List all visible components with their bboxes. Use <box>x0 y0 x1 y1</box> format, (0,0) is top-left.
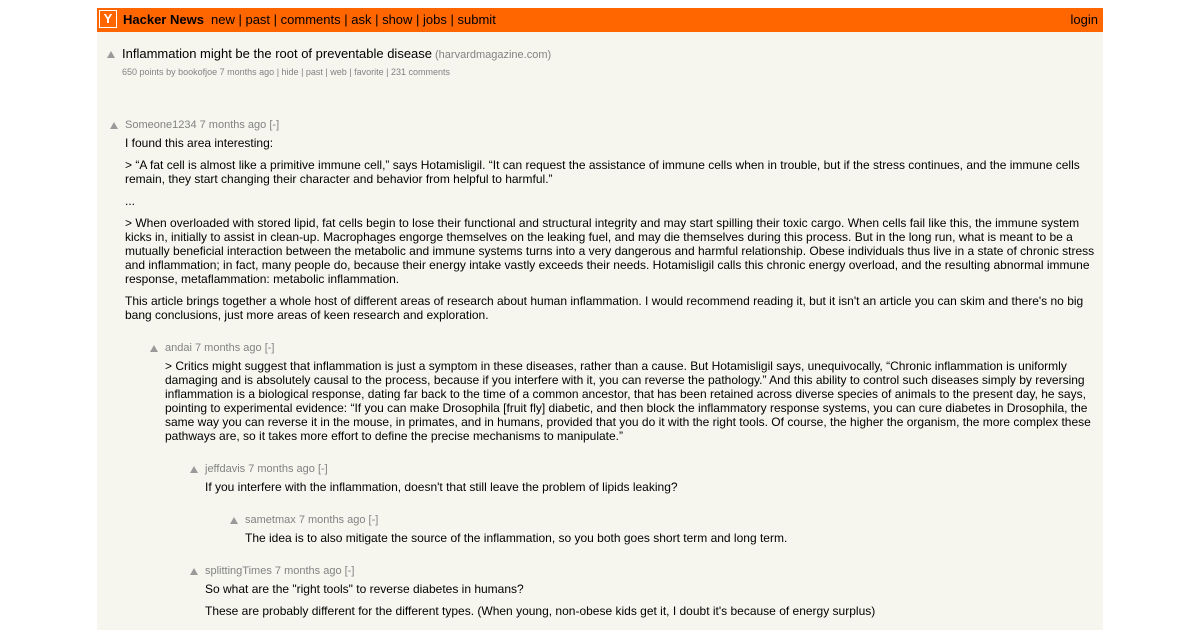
story-subtext: 650 points by bookofjoe 7 months ago | hide | past | web | favorite | 231 comments <box>122 67 451 77</box>
story-web-link[interactable]: web <box>330 67 347 77</box>
hn-page <box>97 8 1103 630</box>
comment-text <box>165 359 1097 443</box>
nav-new-link[interactable]: new <box>211 12 235 27</box>
comment-text <box>125 136 1100 322</box>
nav-separator: | <box>340 12 352 27</box>
comment-user-link[interactable]: jeffdavis <box>205 463 246 475</box>
nav-ask-link[interactable]: ask <box>351 12 372 27</box>
comment-paragraph: So what are the "right tools" to reverse diabetes in humans? <box>205 582 524 596</box>
nav-past-link[interactable]: past <box>245 12 271 27</box>
story-past-link[interactable]: past <box>305 67 323 77</box>
nav-separator: | <box>412 12 424 27</box>
story-age-link[interactable]: 7 months ago <box>219 67 275 77</box>
nav-show-link[interactable]: show <box>382 12 413 27</box>
comment-user-link[interactable]: splittingTimes <box>205 565 272 577</box>
nav-separator: | <box>270 12 281 27</box>
story-title-link[interactable]: Inflammation might be the root of preventable disease <box>122 46 433 61</box>
comment-user-link[interactable]: Someone1234 <box>125 119 197 131</box>
comment-toggle[interactable]: [-] <box>317 463 328 475</box>
story-site-link[interactable]: (harvardmagazine.com) <box>435 49 552 61</box>
story-comments-link[interactable]: 231 comments <box>390 67 451 77</box>
comment-text <box>205 480 1095 494</box>
comment-toggle[interactable]: [-] <box>269 119 280 131</box>
comment-upvote-arrow-icon[interactable] <box>230 517 238 524</box>
nav-separator: | <box>446 12 458 27</box>
comment-toggle[interactable]: [-] <box>264 342 275 354</box>
story-upvote-arrow-icon[interactable] <box>107 51 115 58</box>
comment-user-link[interactable]: andai <box>165 342 192 354</box>
story-user-link[interactable]: bookofjoe <box>178 67 218 77</box>
comment-age-link[interactable]: 7 months ago <box>248 463 315 475</box>
comment-paragraph: > Critics might suggest that inflammation is just a symptom in these diseases, rather than a cause. But Hotamisligil says, unequivocally, “Chronic inflammation is uniformly damaging and is absolutely causal to the process, because if you interfere with it, you can reverse the pathology.” And this ability to control such diseases simply by reversing inflammation is a biological response, dating far back to the time of a common ancestor, that has been retained across diverse species of animals to the present day, he says, pointing to experimental evidence: “If you can make Drosophila [fruit fly] diabetic, and then block the inflammatory response systems, you can cure diabetes in Drosophila, the same way you can reverse it in the mouse, in primates, and in humans, provided that you do it with the right tools. Of course, the higher the organism, the more complex these pathways are, so it takes more effort to define the precise mechanisms to manipulate.” <box>165 359 1091 443</box>
comment-upvote-arrow-icon[interactable] <box>190 466 198 473</box>
comment-text <box>245 531 1095 545</box>
comment-paragraph: This article brings together a whole host of different areas of research about human inflammation. I would recommend reading it, but it isn't an article you can skim and there's no big bang conclusions, just more areas of keen research and exploration. <box>125 294 1084 322</box>
comment-upvote-arrow-icon[interactable] <box>190 568 198 575</box>
comment-paragraph: These are probably different for the different types. (When young, non-obese kids get it, I doubt it's because of energy surplus) <box>205 604 876 618</box>
comment-age-link[interactable]: 7 months ago <box>199 119 267 131</box>
story-points: 650 points <box>122 67 164 77</box>
top-navbar <box>97 8 1103 32</box>
comment-age-link[interactable]: 7 months ago <box>194 342 262 354</box>
nav-jobs-link[interactable]: jobs <box>423 12 447 27</box>
y-logo-icon[interactable]: Y <box>99 10 117 28</box>
comment-toggle[interactable]: [-] <box>344 565 355 577</box>
login-link[interactable]: login <box>1070 12 1098 27</box>
comment-paragraph: > “A fat cell is almost like a primitive immune cell,” says Hotamisligil. “It can request the assistance of immune cells when in trouble, but if the stress continues, and the immune cells remain, they start changing their character and behavior from helpful to harmful.” <box>125 158 1080 186</box>
comment-paragraph: ... <box>125 194 136 208</box>
nav-submit-link[interactable]: submit <box>457 12 496 27</box>
comment-paragraph: I found this area interesting: <box>125 136 274 150</box>
comment-paragraph: The idea is to also mitigate the source of the inflammation, so you both goes short term and long term. <box>245 531 788 545</box>
comment-paragraph: If you interfere with the inflammation, doesn't that still leave the problem of lipids leaking? <box>205 480 678 494</box>
site-name-link[interactable]: Hacker News <box>123 12 204 27</box>
comment-age-link[interactable]: 7 months ago <box>298 514 366 526</box>
comment-header <box>165 342 274 354</box>
nav-separator: | <box>234 12 246 27</box>
comment-paragraph: > When overloaded with stored lipid, fat cells begin to lose their functional and structural integrity and may start spilling their toxic cargo. When cells fail like this, the immune system kicks in, initially to assist in clean-up. Macrophages engorge themselves on the leaking fuel, and may die themselves during this process. But in the long run, what is meant to be a mutually beneficial interaction between the metabolic and immune systems turns into a very dangerous and harmful relationship. Obese individuals thus live in a state of chronic stress and inflammation; in fact, many people do, because their energy intake vastly exceeds their needs. Hotamisligil calls this chronic energy overload, and the resulting abnormal immune response, metaflammation: metabolic inflammation. <box>125 216 1095 286</box>
nav-links <box>211 8 496 32</box>
story-by-label: by <box>166 67 176 77</box>
comment-upvote-arrow-icon[interactable] <box>150 345 158 352</box>
comment-header <box>205 565 354 577</box>
nav-comments-link[interactable]: comments <box>280 12 341 27</box>
story-hide-link[interactable]: hide <box>281 67 299 77</box>
comment-text <box>205 582 1095 618</box>
story-title-row <box>122 46 551 61</box>
comment-header <box>125 119 279 131</box>
comment-user-link[interactable]: sametmax <box>245 514 296 526</box>
comment-header <box>245 514 378 526</box>
comment-toggle[interactable]: [-] <box>368 514 379 526</box>
comment-header <box>205 463 328 475</box>
story-favorite-link[interactable]: favorite <box>354 67 384 77</box>
nav-separator: | <box>371 12 383 27</box>
comment-age-link[interactable]: 7 months ago <box>274 565 342 577</box>
comment-upvote-arrow-icon[interactable] <box>110 122 118 129</box>
